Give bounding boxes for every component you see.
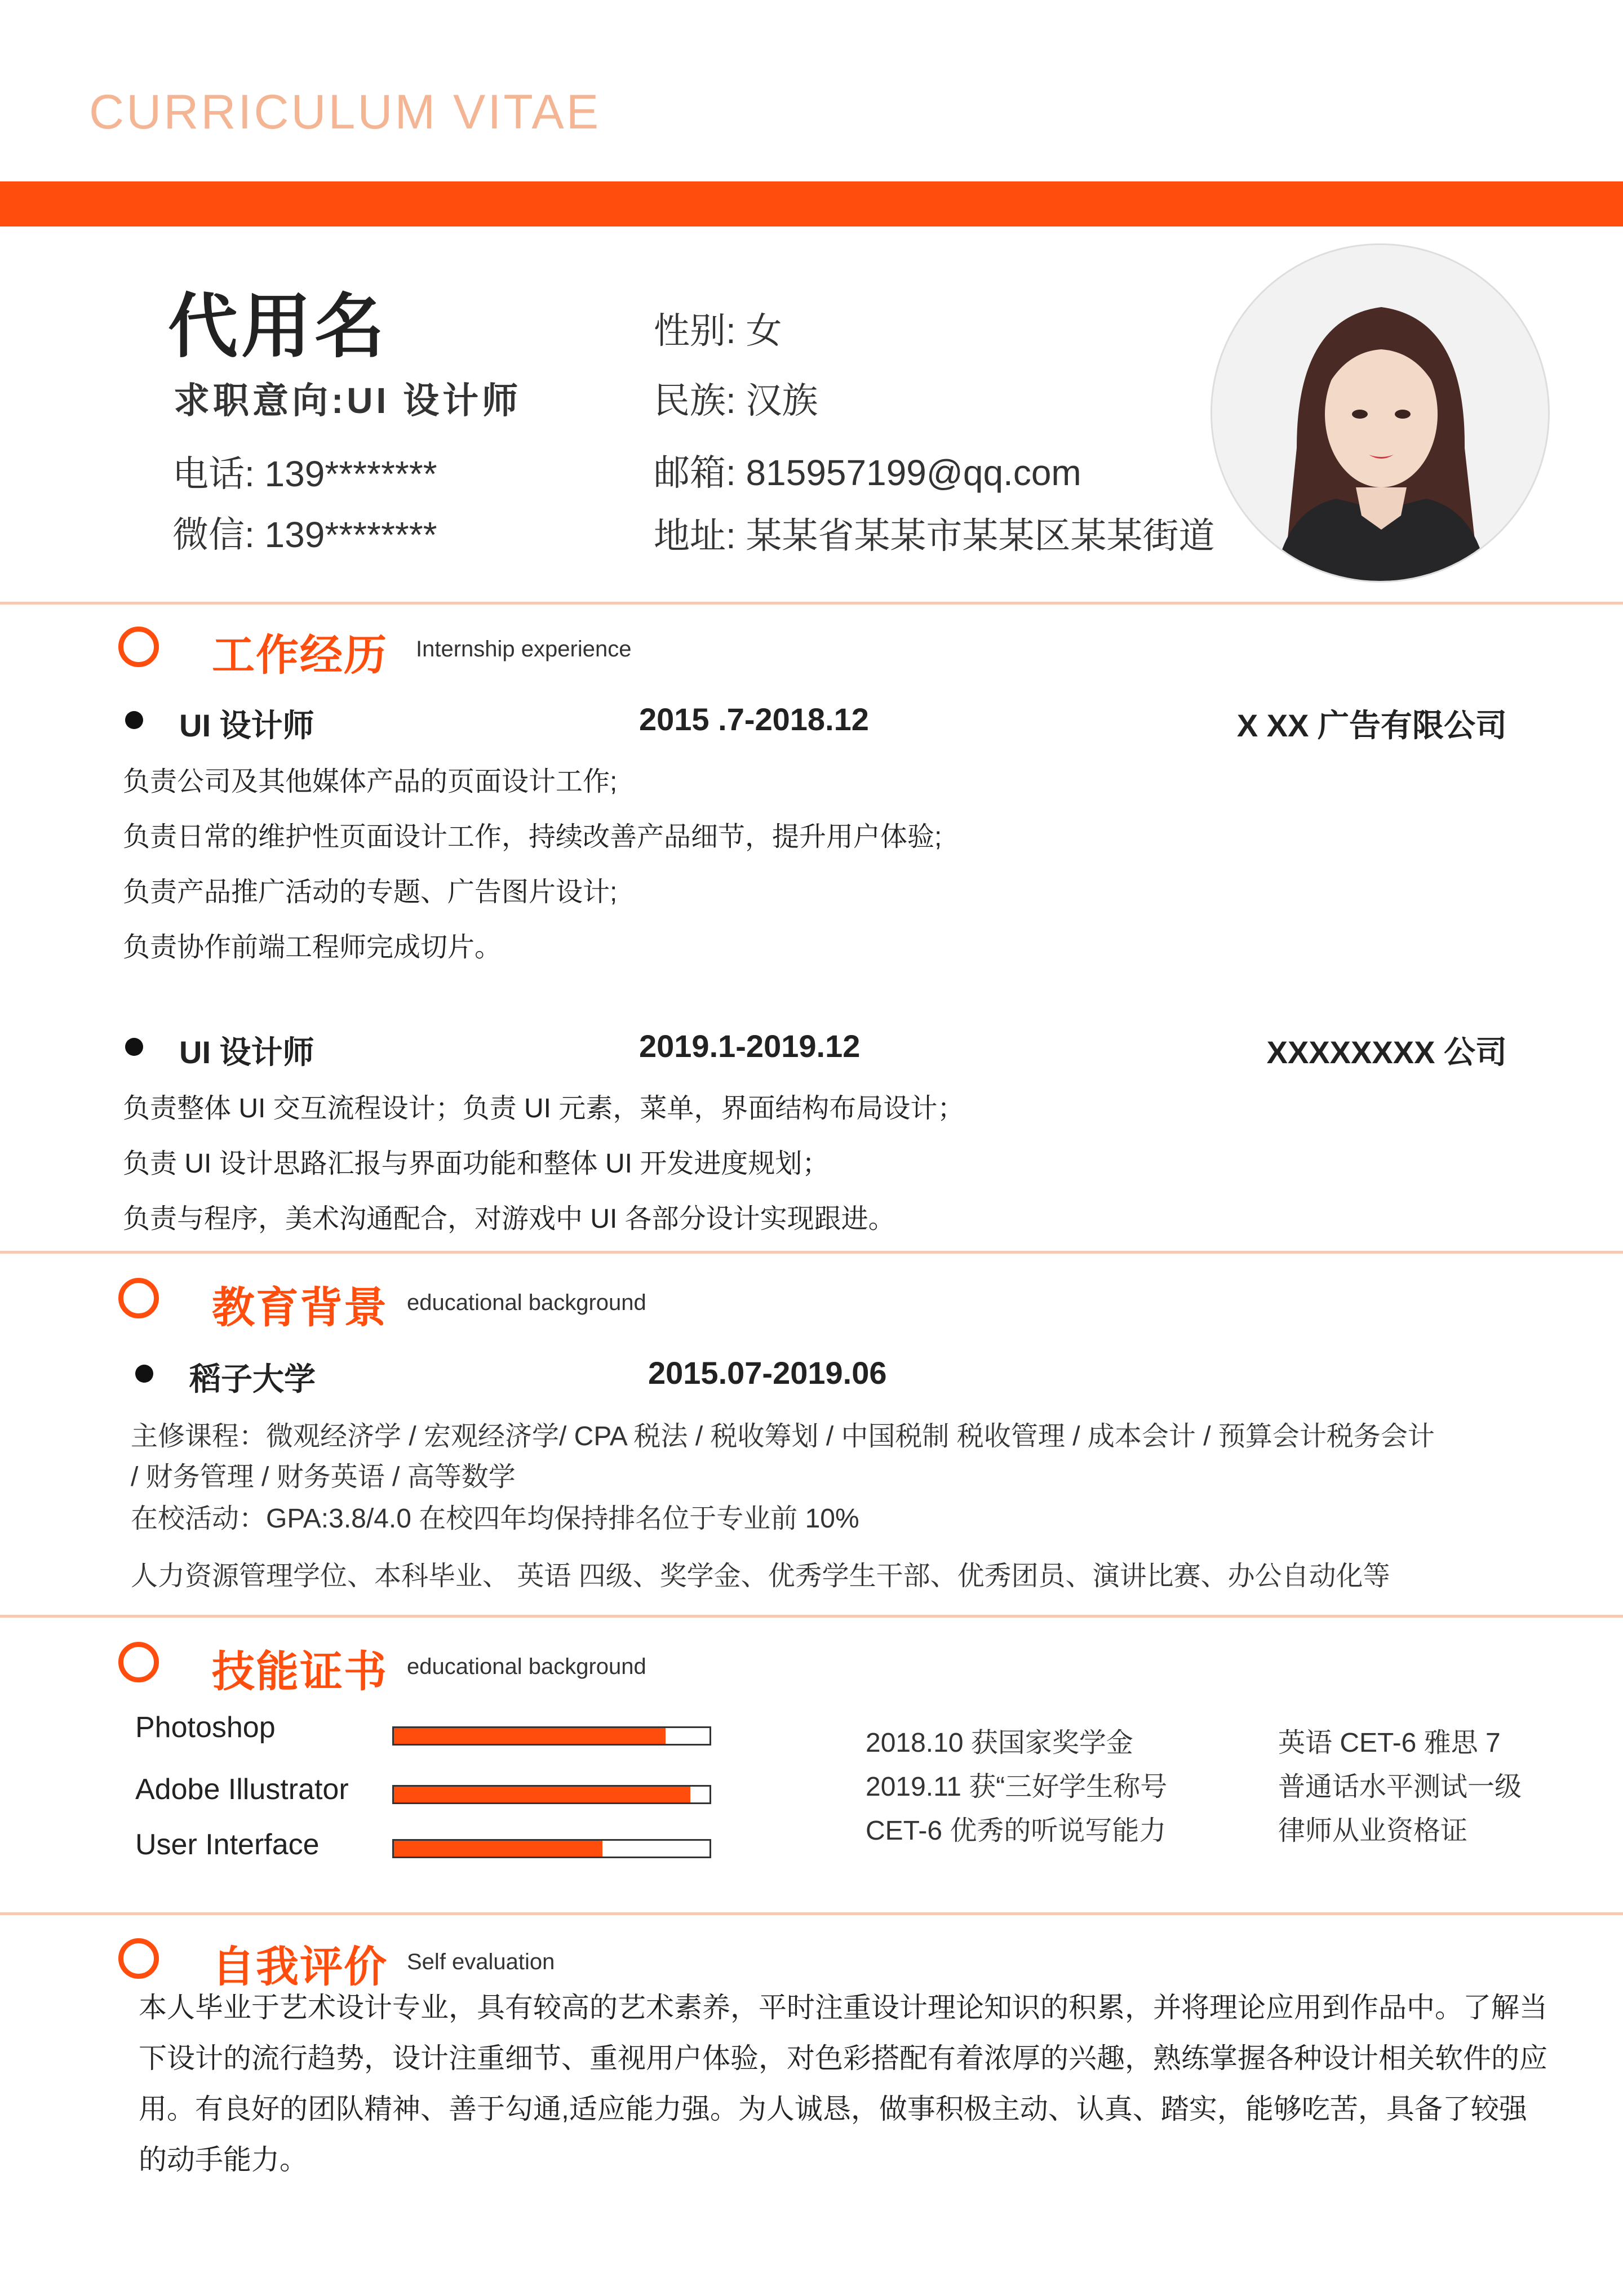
email: 邮箱: 815957199@qq.com [654, 452, 1081, 493]
section-circle-icon [118, 1938, 159, 1979]
wechat: 微信: 139******** [172, 514, 437, 555]
ethnicity: 民族: 汉族 [654, 380, 818, 421]
certificate-item: 律师从业资格证 [1278, 1816, 1468, 1846]
job-intention: 求职意向:UI 设计师 [174, 380, 522, 421]
profile-photo [1210, 243, 1550, 583]
self-evaluation-text: 本人毕业于艺术设计专业，具有较高的艺术素养，平时注重设计理论知识的积累，并将理论应用到作品中。了解当下设计的流行趋势，设计注重细节、重视用户体验，对色彩搭配有着浓厚的兴趣，熟练掌握各种设计相关软件的应用。有良好的团队精神、善于勾通,适应能力强。为人诚恳，做事积极主动、认真、踏实，能够吃苦，具备了较强的动手能力。 [139, 1992, 1547, 2175]
award-item: 2018.10 获国家奖学金 [866, 1728, 1133, 1758]
job-duty: 负责与程序，美术沟通配合，对游戏中 UI 各部分设计实现跟进。 [123, 1204, 895, 1234]
bullet-icon [135, 1365, 153, 1383]
job-company: X XX 广告有限公司 [1236, 708, 1507, 743]
phone: 电话: 139******** [172, 454, 437, 494]
courses-continued: / 财务管理 / 财务英语 / 高等数学 [131, 1462, 516, 1492]
skill-name: Photoshop [135, 1711, 276, 1744]
courses: 主修课程：微观经济学 / 宏观经济学/ CPA 税法 / 税收筹划 / 中国税制 税收管理 / 成本会计 / 预算会计税务会计 [131, 1422, 1435, 1451]
skill-name: Adobe Illustrator [135, 1773, 349, 1806]
job-company: XXXXXXXX 公司 [1266, 1034, 1507, 1070]
job-title: UI 设计师 [179, 708, 314, 743]
bullet-icon [125, 1038, 143, 1056]
skills-section-subtitle: educational background [407, 1654, 646, 1679]
skill-level-bar [392, 1726, 711, 1746]
campus-activity: 在校活动：GPA:3.8/4.0 在校四年均保持排名位于专业前 10% [131, 1504, 859, 1534]
section-circle-icon [118, 1278, 159, 1318]
cv-title: CURRICULUM VITAE [89, 85, 601, 139]
certificate-item: 英语 CET-6 雅思 7 [1278, 1728, 1501, 1758]
section-circle-icon [118, 1642, 159, 1682]
job-duty: 负责整体 UI 交互流程设计；负责 UI 元素，菜单，界面结构布局设计； [123, 1094, 965, 1123]
award-item: CET-6 优秀的听说写能力 [866, 1816, 1167, 1846]
bullet-icon [125, 711, 143, 729]
education-section-subtitle: educational background [407, 1290, 646, 1315]
award-item: 2019.11 获“三好学生称号 [866, 1772, 1168, 1802]
accent-bar [0, 181, 1623, 227]
skill-level-bar [392, 1785, 711, 1804]
job-duty: 负责 UI 设计思路汇报与界面功能和整体 UI 开发进度规划； [123, 1149, 830, 1179]
address: 地址: 某某省某某市某某区某某街道 [654, 516, 1215, 556]
self-eval-section-subtitle: Self evaluation [407, 1949, 555, 1974]
education-date: 2015.07-2019.06 [648, 1355, 887, 1391]
certificate-item: 普通话水平测试一级 [1278, 1772, 1522, 1802]
self-eval-section-title: 自我评价 [212, 1943, 388, 1991]
job-duty: 负责日常的维护性页面设计工作，持续改善产品细节，提升用户体验; [123, 822, 942, 852]
job-duty: 负责协作前端工程师完成切片。 [123, 932, 502, 962]
skill-level-bar [392, 1839, 711, 1858]
divider [0, 1912, 1623, 1915]
skill-name: User Interface [135, 1828, 320, 1861]
job-date: 2015 .7-2018.12 [639, 701, 869, 737]
divider [0, 1251, 1623, 1254]
work-section-title: 工作经历 [212, 632, 388, 680]
divider [0, 602, 1623, 605]
divider [0, 1615, 1623, 1618]
section-circle-icon [118, 627, 159, 667]
skills-section-title: 技能证书 [212, 1648, 388, 1696]
candidate-name: 代用名 [168, 288, 388, 366]
honors: 人力资源管理学位、本科毕业、 英语 四级、奖学金、优秀学生干部、优秀团员、演讲比赛、办公自动化等 [131, 1561, 1390, 1591]
work-section-subtitle: Internship experience [416, 637, 632, 661]
gender: 性别: 女 [654, 310, 782, 351]
job-date: 2019.1-2019.12 [639, 1028, 861, 1064]
job-duty: 负责公司及其他媒体产品的页面设计工作; [123, 767, 618, 797]
job-duty: 负责产品推广活动的专题、广告图片设计; [123, 877, 618, 907]
school-name: 稻子大学 [189, 1361, 316, 1397]
job-title: UI 设计师 [179, 1034, 314, 1070]
education-section-title: 教育背景 [212, 1284, 388, 1332]
